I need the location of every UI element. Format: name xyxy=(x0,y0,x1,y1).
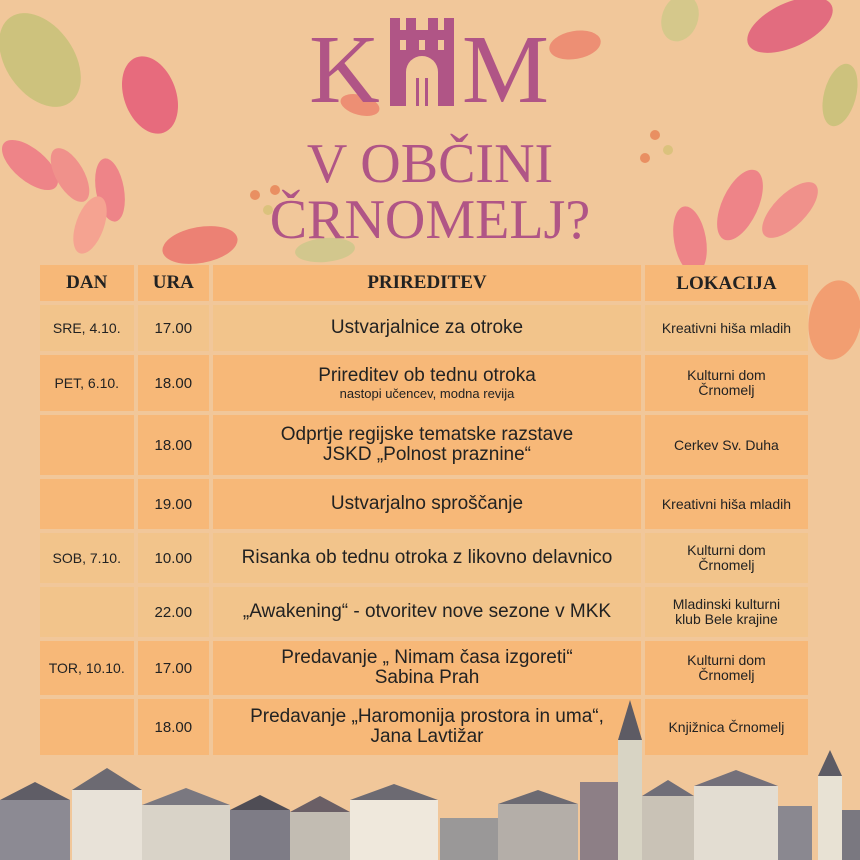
event-subtitle: nastopi učencev, modna revija xyxy=(339,385,515,401)
table-row xyxy=(40,479,808,529)
event-title: Ustvarjalno sproščanje xyxy=(330,493,524,514)
table-header-row xyxy=(40,265,808,301)
row-event xyxy=(213,641,641,695)
row-event xyxy=(213,479,641,529)
row-event xyxy=(213,355,641,411)
location-line-2: Črnomelj xyxy=(698,557,755,573)
location-line-2: Črnomelj xyxy=(698,667,755,683)
event-title: Prireditev ob tednu otroka xyxy=(318,364,536,386)
event-title: Predavanje „Haromonija prostora in uma“, xyxy=(250,706,604,727)
row-time: 17.00 xyxy=(138,641,210,695)
header-ura: URA xyxy=(138,265,210,301)
location-line-1: Kreativni hiša mladih xyxy=(661,319,792,336)
row-event xyxy=(213,415,641,475)
row-time: 18.00 xyxy=(138,355,210,411)
event-title: Predavanje „ Nimam časa izgoreti“ xyxy=(281,647,573,668)
row-event xyxy=(213,533,641,583)
title-line-3: ČRNOMELJ? xyxy=(269,189,591,251)
table-row xyxy=(40,415,808,475)
title-letter-m: M xyxy=(461,16,551,124)
row-location xyxy=(645,479,808,529)
row-location xyxy=(645,641,808,695)
row-time: 17.00 xyxy=(138,305,210,351)
event-title-line-2: JSKD „Polnost praznine“ xyxy=(322,444,532,465)
row-location xyxy=(645,533,808,583)
row-day xyxy=(40,587,134,637)
location-line-1: Cerkev Sv. Duha xyxy=(674,436,779,453)
row-event xyxy=(213,305,641,351)
location-line-1: Mladinski kulturni xyxy=(672,596,781,612)
location-line-2: Črnomelj xyxy=(698,382,755,398)
event-title-line-2: Sabina Prah xyxy=(374,667,480,688)
location-line-1: Kulturni dom xyxy=(687,542,766,558)
header-lokacija: LOKACIJA xyxy=(645,265,808,301)
table-row xyxy=(40,355,808,411)
row-day: PET, 6.10. xyxy=(40,355,134,411)
title-line-2: V OBČINI xyxy=(306,133,554,195)
location-line-1: Knjižnica Črnomelj xyxy=(668,718,785,735)
event-title: „Awakening“ - otvoritev nove sezone v MKK xyxy=(242,601,612,622)
location-line-2: klub Bele krajine xyxy=(675,611,778,627)
row-location xyxy=(645,587,808,637)
table-row xyxy=(40,305,808,351)
row-location xyxy=(645,415,808,475)
row-time: 22.00 xyxy=(138,587,210,637)
event-title: Risanka ob tednu otroka z likovno delavnico xyxy=(241,547,613,568)
row-event xyxy=(213,587,641,637)
table-row xyxy=(40,533,808,583)
table-row xyxy=(40,587,808,637)
castle-tower-icon xyxy=(386,18,458,108)
row-day: TOR, 10.10. xyxy=(40,641,134,695)
location-line-1: Kreativni hiša mladih xyxy=(661,495,792,512)
town-skyline-illustration xyxy=(0,700,860,860)
event-title-line-2: Jana Lavtižar xyxy=(370,726,484,747)
events-table xyxy=(40,265,808,759)
table-row xyxy=(40,641,808,695)
event-title: Ustvarjalnice za otroke xyxy=(330,317,524,338)
row-day xyxy=(40,415,134,475)
row-location xyxy=(645,305,808,351)
location-line-1: Kulturni dom xyxy=(687,652,766,668)
header-dan: DAN xyxy=(40,265,134,301)
row-time: 18.00 xyxy=(138,415,210,475)
location-line-1: Kulturni dom xyxy=(687,367,766,383)
title-line-1 xyxy=(0,16,860,124)
row-time: 18.00 xyxy=(138,699,210,755)
row-day: SOB, 7.10. xyxy=(40,533,134,583)
row-day xyxy=(40,479,134,529)
row-time: 10.00 xyxy=(138,533,210,583)
row-location xyxy=(645,355,808,411)
row-time: 19.00 xyxy=(138,479,210,529)
row-day: SRE, 4.10. xyxy=(40,305,134,351)
event-title: Odprtje regijske tematske razstave xyxy=(280,424,574,445)
title-letter-k: K xyxy=(309,16,382,124)
header-prireditev: PRIREDITEV xyxy=(213,265,641,301)
